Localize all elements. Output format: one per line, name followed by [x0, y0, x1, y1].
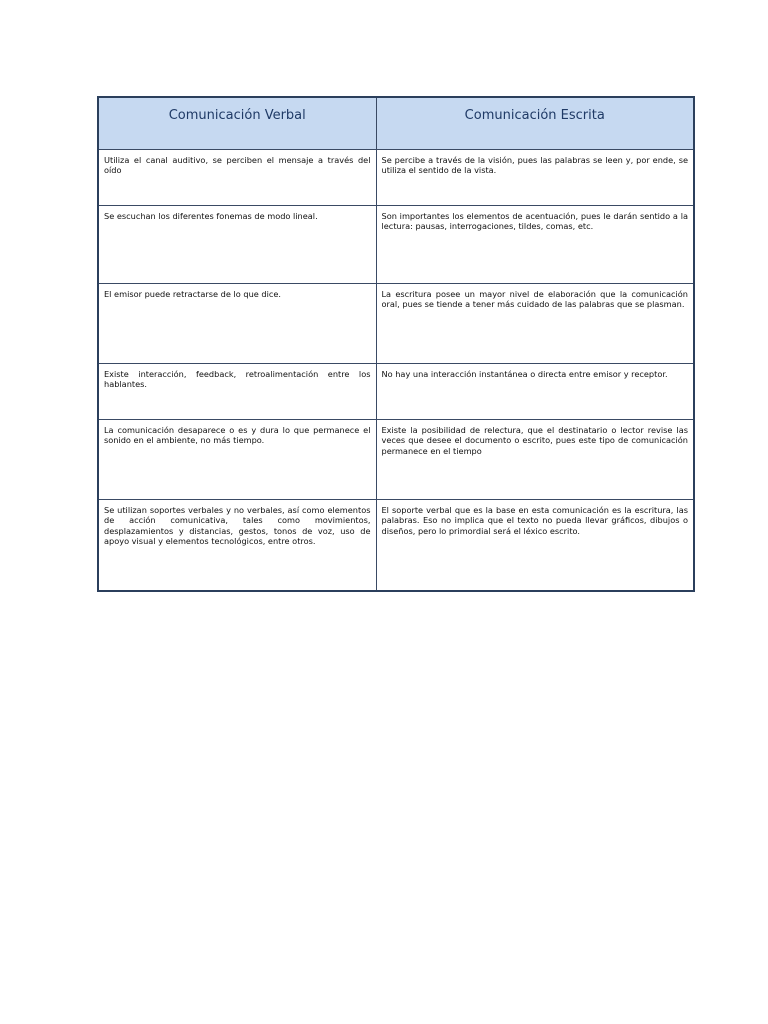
cell-verbal: El emisor puede retractarse de lo que dice.	[98, 283, 376, 363]
cell-verbal: Utiliza el canal auditivo, se perciben el mensaje a través del oído	[98, 149, 376, 205]
table-row	[98, 149, 694, 205]
cell-escrita: Son importantes los elementos de acentuación, pues le darán sentido a la lectura: pausas, interrogaciones, tildes, comas, etc.	[376, 205, 694, 283]
cell-verbal: Se escuchan los diferentes fonemas de modo lineal.	[98, 205, 376, 283]
cell-escrita: No hay una interacción instantánea o directa entre emisor y receptor.	[376, 363, 694, 419]
cell-escrita: El soporte verbal que es la base en esta comunicación es la escritura, las palabras. Eso no implica que el texto no pueda llevar gráficos, dibujos o diseños, pero lo primordial será el léxico escrito.	[376, 499, 694, 591]
comparison-table	[97, 96, 695, 592]
cell-escrita: Existe la posibilidad de relectura, que el destinatario o lector revise las veces que desee el documento o escrito, pues este tipo de comunicación permanece en el tiempo	[376, 419, 694, 499]
table-row	[98, 363, 694, 419]
cell-escrita: Se percibe a través de la visión, pues las palabras se leen y, por ende, se utiliza el sentido de la vista.	[376, 149, 694, 205]
table-row	[98, 419, 694, 499]
header-escrita: Comunicación Escrita	[376, 97, 694, 149]
table-row	[98, 499, 694, 591]
cell-escrita: La escritura posee un mayor nivel de elaboración que la comunicación oral, pues se tiende a tener más cuidado de las palabras que se plasman.	[376, 283, 694, 363]
table-row	[98, 205, 694, 283]
header-verbal: Comunicación Verbal	[98, 97, 376, 149]
cell-verbal: La comunicación desaparece o es y dura lo que permanece el sonido en el ambiente, no más tiempo.	[98, 419, 376, 499]
table-header-row	[98, 97, 694, 149]
table-row	[98, 283, 694, 363]
cell-verbal: Existe interacción, feedback, retroalimentación entre los hablantes.	[98, 363, 376, 419]
cell-verbal: Se utilizan soportes verbales y no verbales, así como elementos de acción comunicativa, tales como movimientos, desplazamientos y distancias, gestos, tonos de voz, uso de apoyo visual y elementos tecnológicos, entre otros.	[98, 499, 376, 591]
